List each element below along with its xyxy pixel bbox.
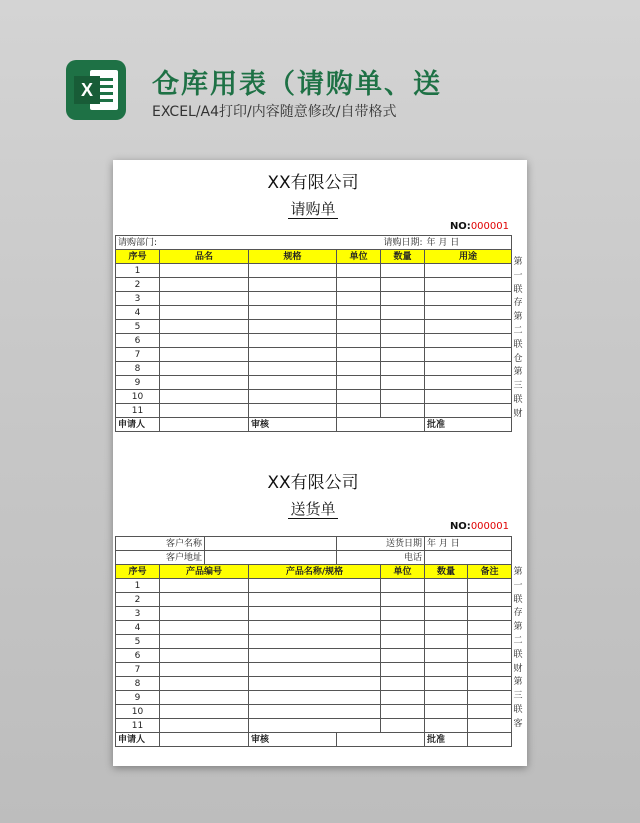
table-cell[interactable] <box>381 362 425 376</box>
col-header: 产品名称/规格 <box>249 565 381 579</box>
row-number: 4 <box>116 306 160 320</box>
table-cell[interactable] <box>425 404 512 418</box>
table-cell[interactable] <box>425 306 512 320</box>
applicant-field[interactable] <box>160 733 249 747</box>
table-cell[interactable] <box>160 320 249 334</box>
table-cell[interactable] <box>425 691 468 705</box>
table-cell[interactable] <box>249 348 337 362</box>
table-row <box>116 264 512 278</box>
copy-note-char: 一 <box>513 270 523 281</box>
table-cell[interactable] <box>249 264 337 278</box>
customer-addr-field[interactable] <box>205 551 337 565</box>
copy-note-char: 财 <box>513 663 523 674</box>
table-cell[interactable] <box>160 292 249 306</box>
row-number: 11 <box>116 404 160 418</box>
table-cell[interactable] <box>468 635 512 649</box>
table-cell[interactable] <box>160 663 249 677</box>
table-cell[interactable] <box>381 348 425 362</box>
table-row <box>116 607 512 621</box>
table-row <box>116 663 512 677</box>
excel-icon: X <box>66 60 126 120</box>
table-cell[interactable] <box>425 705 468 719</box>
table-cell[interactable] <box>160 306 249 320</box>
copy-note-char: 联 <box>513 394 523 405</box>
table-cell[interactable] <box>160 376 249 390</box>
table-cell[interactable] <box>425 390 512 404</box>
table-cell[interactable] <box>160 635 249 649</box>
customer-name-label: 客户名称 <box>116 537 205 551</box>
table-cell[interactable] <box>249 593 381 607</box>
table-cell[interactable] <box>249 334 337 348</box>
copy-note <box>512 256 524 422</box>
table-cell[interactable] <box>160 264 249 278</box>
table-cell[interactable] <box>337 390 381 404</box>
table-row <box>116 278 512 292</box>
table-cell[interactable] <box>249 621 381 635</box>
table-row <box>116 362 512 376</box>
row-number: 7 <box>116 663 160 677</box>
copy-note-char: 第 <box>513 367 523 378</box>
table-cell[interactable] <box>425 677 468 691</box>
table-cell[interactable] <box>337 334 381 348</box>
table-cell[interactable] <box>425 719 468 733</box>
table-cell[interactable] <box>160 607 249 621</box>
approve-field[interactable] <box>468 733 512 747</box>
table-cell[interactable] <box>425 635 468 649</box>
col-header: 单位 <box>337 250 381 264</box>
copy-note-char: 联 <box>513 594 523 605</box>
col-header: 产品编号 <box>160 565 249 579</box>
copy-note-char: 一 <box>513 580 523 591</box>
header <box>0 0 640 150</box>
col-header: 单位 <box>381 565 425 579</box>
date-value: 年 月 日 <box>425 236 512 250</box>
delivery-table <box>115 536 512 747</box>
approve-label: 批准 <box>425 733 468 747</box>
table-cell[interactable] <box>337 362 381 376</box>
copy-note-char: 存 <box>513 608 523 619</box>
purchase-header-row <box>116 250 512 264</box>
purchase-info-row <box>116 236 512 250</box>
copy-note-char: 三 <box>513 691 523 702</box>
row-number: 9 <box>116 691 160 705</box>
table-cell[interactable] <box>160 649 249 663</box>
table-cell[interactable] <box>425 621 468 635</box>
purchase-number: NO:000001 <box>449 221 509 232</box>
review-field[interactable] <box>337 733 425 747</box>
table-cell[interactable] <box>381 607 425 621</box>
review-label: 审核 <box>249 733 337 747</box>
table-cell[interactable] <box>249 579 381 593</box>
table-row <box>116 649 512 663</box>
copy-note-char: 第 <box>513 677 523 688</box>
table-cell[interactable] <box>381 292 425 306</box>
table-cell[interactable] <box>160 278 249 292</box>
table-cell[interactable] <box>425 292 512 306</box>
table-row <box>116 390 512 404</box>
phone-field[interactable] <box>425 551 512 565</box>
copy-note-char: 联 <box>513 339 523 350</box>
copy-note-char: 客 <box>513 718 523 729</box>
copy-note-char: 第 <box>513 622 523 633</box>
table-cell[interactable] <box>468 691 512 705</box>
col-header: 序号 <box>116 565 160 579</box>
table-cell[interactable] <box>249 663 381 677</box>
table-cell[interactable] <box>381 376 425 390</box>
copy-note-char: 联 <box>513 284 523 295</box>
table-cell[interactable] <box>381 691 425 705</box>
table-cell[interactable] <box>160 593 249 607</box>
page-title: 仓库用表（请购单、送 <box>152 69 442 100</box>
table-cell[interactable] <box>381 579 425 593</box>
table-cell[interactable] <box>249 607 381 621</box>
row-number: 1 <box>116 264 160 278</box>
table-cell[interactable] <box>468 663 512 677</box>
table-cell[interactable] <box>468 719 512 733</box>
table-cell[interactable] <box>337 376 381 390</box>
table-cell[interactable] <box>160 691 249 705</box>
customer-name-field[interactable] <box>205 537 337 551</box>
delivery-number: NO:000001 <box>449 521 509 532</box>
table-cell[interactable] <box>425 593 468 607</box>
table-cell[interactable] <box>160 348 249 362</box>
table-cell[interactable] <box>160 362 249 376</box>
purchase-footer-row <box>116 418 512 432</box>
review-field[interactable] <box>337 418 425 432</box>
page-subtitle: EXCEL/A4打印/内容随意修改/自带格式 <box>152 104 397 120</box>
table-cell[interactable] <box>337 264 381 278</box>
approve-label: 批准 <box>425 418 512 432</box>
company-name: XX有限公司 <box>267 473 359 493</box>
delivery-header-row <box>116 565 512 579</box>
table-cell[interactable] <box>381 334 425 348</box>
customer-addr-label: 客户地址 <box>116 551 205 565</box>
table-cell[interactable] <box>249 306 337 320</box>
row-number: 8 <box>116 362 160 376</box>
copy-note-char: 财 <box>513 408 523 419</box>
table-cell[interactable] <box>249 390 337 404</box>
delivery-footer-row <box>116 733 512 747</box>
row-number: 10 <box>116 705 160 719</box>
table-cell[interactable] <box>249 719 381 733</box>
table-cell[interactable] <box>381 635 425 649</box>
table-cell[interactable] <box>381 621 425 635</box>
table-cell[interactable] <box>425 278 512 292</box>
table-cell[interactable] <box>249 292 337 306</box>
table-row <box>116 348 512 362</box>
phone-label: 电话 <box>337 551 425 565</box>
copy-note-char: 第 <box>513 312 523 323</box>
table-row <box>116 306 512 320</box>
table-cell[interactable] <box>381 404 425 418</box>
table-cell[interactable] <box>337 348 381 362</box>
table-cell[interactable] <box>468 593 512 607</box>
purchase-table <box>115 235 512 432</box>
table-row <box>116 705 512 719</box>
table-cell[interactable] <box>337 320 381 334</box>
table-cell[interactable] <box>160 621 249 635</box>
table-cell[interactable] <box>381 677 425 691</box>
table-cell[interactable] <box>249 320 337 334</box>
row-number: 10 <box>116 390 160 404</box>
copy-note-char: 联 <box>513 649 523 660</box>
table-cell[interactable] <box>249 677 381 691</box>
col-header: 数量 <box>425 565 468 579</box>
col-header: 数量 <box>381 250 425 264</box>
table-cell[interactable] <box>425 362 512 376</box>
row-number: 5 <box>116 320 160 334</box>
table-row <box>116 719 512 733</box>
row-number: 6 <box>116 334 160 348</box>
table-row <box>116 579 512 593</box>
delivery-date-value: 年 月 日 <box>425 537 512 551</box>
table-cell[interactable] <box>249 649 381 663</box>
col-header: 用途 <box>425 250 512 264</box>
table-cell[interactable] <box>468 579 512 593</box>
table-cell[interactable] <box>160 705 249 719</box>
row-number: 5 <box>116 635 160 649</box>
table-cell[interactable] <box>249 278 337 292</box>
table-row <box>116 621 512 635</box>
copy-note-char: 仓 <box>513 353 523 364</box>
row-number: 11 <box>116 719 160 733</box>
table-row <box>116 691 512 705</box>
table-cell[interactable] <box>160 404 249 418</box>
table-cell[interactable] <box>381 278 425 292</box>
table-cell[interactable] <box>425 663 468 677</box>
copy-note-char: 第 <box>513 257 523 267</box>
table-cell[interactable] <box>249 362 337 376</box>
table-cell[interactable] <box>468 607 512 621</box>
row-number: 8 <box>116 677 160 691</box>
table-cell[interactable] <box>468 677 512 691</box>
table-cell[interactable] <box>468 705 512 719</box>
table-row <box>116 635 512 649</box>
table-cell[interactable] <box>381 649 425 663</box>
applicant-label: 申请人 <box>116 418 160 432</box>
table-cell[interactable] <box>425 376 512 390</box>
row-number: 3 <box>116 292 160 306</box>
table-cell[interactable] <box>249 691 381 705</box>
table-cell[interactable] <box>468 621 512 635</box>
table-cell[interactable] <box>160 719 249 733</box>
table-cell[interactable] <box>425 320 512 334</box>
table-cell[interactable] <box>337 306 381 320</box>
copy-note <box>512 566 524 732</box>
table-cell[interactable] <box>425 649 468 663</box>
copy-note-char: 二 <box>513 325 523 336</box>
table-cell[interactable] <box>381 306 425 320</box>
table-cell[interactable] <box>425 334 512 348</box>
copy-note-char: 二 <box>513 635 523 646</box>
table-cell[interactable] <box>160 390 249 404</box>
copy-note-char: 存 <box>513 298 523 309</box>
dept-label: 请购部门: <box>116 236 337 250</box>
table-row <box>116 320 512 334</box>
copy-note-char: 三 <box>513 381 523 392</box>
table-cell[interactable] <box>160 579 249 593</box>
table-cell[interactable] <box>381 705 425 719</box>
table-row <box>116 677 512 691</box>
table-cell[interactable] <box>249 404 337 418</box>
col-header: 品名 <box>160 250 249 264</box>
customer-name-row <box>116 537 512 551</box>
row-number: 2 <box>116 278 160 292</box>
delivery-date-label: 送货日期 <box>337 537 425 551</box>
row-number: 2 <box>116 593 160 607</box>
col-header: 备注 <box>468 565 512 579</box>
row-number: 7 <box>116 348 160 362</box>
col-header: 规格 <box>249 250 337 264</box>
table-row <box>116 404 512 418</box>
date-label: 请购日期: <box>337 236 425 250</box>
table-cell[interactable] <box>425 579 468 593</box>
table-cell[interactable] <box>425 264 512 278</box>
purchase-title: 请购单 <box>290 200 336 218</box>
row-number: 1 <box>116 579 160 593</box>
table-cell[interactable] <box>249 705 381 719</box>
copy-note-char: 第 <box>513 567 523 577</box>
table-cell[interactable] <box>160 677 249 691</box>
table-cell[interactable] <box>381 390 425 404</box>
col-header: 序号 <box>116 250 160 264</box>
customer-addr-row <box>116 551 512 565</box>
copy-note-char: 联 <box>513 704 523 715</box>
table-cell[interactable] <box>249 635 381 649</box>
company-name: XX有限公司 <box>267 173 359 193</box>
table-cell[interactable] <box>425 348 512 362</box>
applicant-field[interactable] <box>160 418 249 432</box>
applicant-label: 申请人 <box>116 733 160 747</box>
table-row <box>116 334 512 348</box>
delivery-title: 送货单 <box>290 500 336 518</box>
table-cell[interactable] <box>337 292 381 306</box>
review-label: 审核 <box>249 418 337 432</box>
table-row <box>116 593 512 607</box>
table-cell[interactable] <box>468 649 512 663</box>
row-number: 6 <box>116 649 160 663</box>
table-cell[interactable] <box>337 278 381 292</box>
table-cell[interactable] <box>425 607 468 621</box>
table-cell[interactable] <box>381 593 425 607</box>
document-paper <box>113 160 527 766</box>
table-cell[interactable] <box>249 376 337 390</box>
table-cell[interactable] <box>337 404 381 418</box>
table-row <box>116 376 512 390</box>
row-number: 4 <box>116 621 160 635</box>
row-number: 3 <box>116 607 160 621</box>
table-cell[interactable] <box>160 334 249 348</box>
table-cell[interactable] <box>381 663 425 677</box>
table-row <box>116 292 512 306</box>
row-number: 9 <box>116 376 160 390</box>
table-cell[interactable] <box>381 320 425 334</box>
table-cell[interactable] <box>381 264 425 278</box>
table-cell[interactable] <box>381 719 425 733</box>
